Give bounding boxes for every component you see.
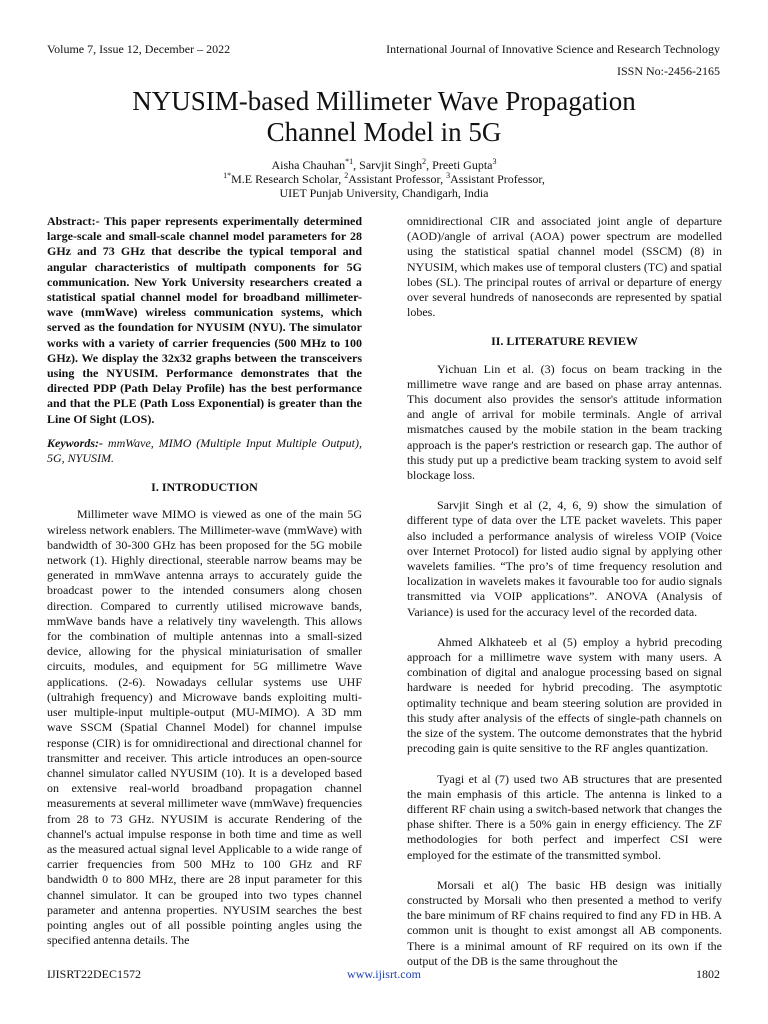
footer-page-number: 1802: [696, 967, 720, 981]
author-list: Aisha Chauhan$^{*1}$, Sarvjit Singh$^2$, Preeti Gupta$^3$: [271, 157, 497, 172]
literature-paragraph: Yichuan Lin et al. (3) focus on beam tracking in the millimetre wave range and are based on phase array antennas. This document also provides the sensor's attitude information and angle of arrival for mobile terminals. Angle of arrival mismatches caused by the mobile station in the beam tracking approach is the paper's restriction or research gap. The author of this study put up a predictive beam tracking system to avoid self blockage loss.: [407, 361, 722, 483]
affiliation: M.E Research Scholar,: [231, 172, 345, 186]
paper-title: [0, 86, 768, 148]
author-name: Preeti Gupta: [432, 158, 493, 172]
aff-sup: 1*: [223, 171, 232, 180]
footer-paper-id: IJISRT22DEC1572: [47, 967, 141, 981]
intro-paragraph: Millimeter wave MIMO is viewed as one of the main 5G wireless network enablers. The Millimeter-wave (mmWave) with bandwidth of 30-300 GHz has been proposed for the 5G mobile network (1). Highly directional, steerable narrow beams may be generated in mmWave antenna arrays to accurately guide the broadcast power to the intended consumers along chosen direction. Compared to currently utilised microwave bands, mmWave bands have a relatively tiny wavelength. This allows for the combination of multiple antennas into a small-sized device, allowing for the physical miniaturisation of smaller circuits, modules, and equipment for 5G millimetre Wave applications. (2-6). Nowadays cellular systems use UHF (ultrahigh frequency) and Microwave bands exploiting multi-user multiple-input multiple-output (MU-MIMO). A 3D mm wave SSCM (Spatial Channel Model) for channel impulse response (CIR) is for omnidirectional and directional channel for transmitter and receiver. This article introduces an open-source channel simulator called NYUSIM (10). It is a developed based on extensive real-world broadband propagation channel measurements at several millimeter wave (mmWave) frequencies from 28 to 73 GHz. NYUSIM is accurate Rendering of the channel's actual impulse response in both time and time as well as the measured actual signal level Applicable to a wide range of carrier frequencies from 500 MHz to 100 GHz and RF bandwidth 0 to 800 MHz, there are 28 input parameter for this channel simulator. It can be grouped into two types channel parameter and antenna properties. NYUSIM searches the best pointing angles out of all possible pointing angles using the specified antenna details. The: [47, 507, 362, 948]
right-column: [407, 214, 722, 969]
footer-website-link[interactable]: www.ijisrt.com: [347, 967, 421, 981]
affiliation-line: [0, 172, 768, 186]
author-sup: *1: [345, 157, 354, 166]
author-name: Sarvjit Singh: [359, 158, 423, 172]
aff-sup: 3: [446, 171, 451, 180]
author-name: Aisha Chauhan: [271, 158, 346, 172]
keywords-label: Keywords:-: [47, 435, 103, 450]
literature-paragraph: Tyagi et al (7) used two AB structures that are presented the main emphasis of this article. The antenna is linked to a different RF chain using a switch-based network that changes the phase shifter. There is a 50% gain in energy efficiency. The ZF methodologies for both perfect and imperfect CSI were employed for the estimate of the transmitted symbol.: [407, 771, 722, 862]
affiliation: Assistant Professor,: [450, 172, 545, 186]
author-block: [0, 158, 768, 200]
author-sup: 3: [492, 157, 497, 166]
abstract: Abstract:- This paper represents experimentally determined large-scale and small-scale channel model parameters for 28 GHz and 73 GHz that describe the typical temporal and angular characteristics of multipath components for 5G communication. New York University researchers created a statistical spatial channel model for broadband millimeter-wave (mmWave) wireless communication systems, which served as the foundation for NYUSIM (NYU). The simulator works with a variety of carrier frequencies (500 MHz to 100 GHz). We display the 32x32 graphs between the transceivers using the NYUSIM. Performance demonstrates that the directed PDP (Path Delay Profile) has the best performance and that the PLE (Path Loss Exponential) is greater than the Line Of Sight (LOS).: [47, 214, 362, 426]
continuation-paragraph: omnidirectional CIR and associated joint angle of departure (AOD)/angle of arrival (AOA) power spectrum are modelled using the statistical spatial channel model (SSCM) (8) in NYUSIM, which makes use of temporal clusters (TC) and spatial lobes (SL). The principal routes of arrival or departure of energy over several hundreds of nanoseconds are represented by spatial lobes.: [407, 214, 722, 320]
title-line-2: Channel Model in 5G: [266, 117, 502, 147]
section-heading-literature: II. LITERATURE REVIEW: [491, 334, 638, 349]
section-heading-introduction: I. INTRODUCTION: [151, 480, 258, 495]
author-sup: 2: [422, 157, 427, 166]
institution: UIET Punjab University, Chandigarh, India: [279, 186, 489, 200]
header-issn: ISSN No:-2456-2165: [616, 64, 720, 78]
title-line-1: NYUSIM-based Millimeter Wave Propagation: [132, 86, 636, 116]
left-column: [47, 214, 362, 948]
literature-paragraph: Ahmed Alkhateeb et al (5) employ a hybrid precoding approach for a millimetre wave system with many users. A combination of digital and analogue processing based on signal hardware is needed for hybrid precoding. The asymptotic optimality technique and beam steering solution are provided in this study after analysis of the effects of single-path channels on the size of the system. The outcome demonstrates that the hybrid precoding gain is quite sensitive to the RF angles quantization.: [407, 634, 722, 756]
affiliation: Assistant Professor,: [348, 172, 447, 186]
header-journal: International Journal of Innovative Science and Research Technology: [386, 42, 720, 56]
keywords-text: mmWave, MIMO (Multiple Input Multiple Output), 5G, NYUSIM.: [47, 435, 362, 466]
header-volume: Volume 7, Issue 12, December – 2022: [47, 42, 231, 56]
literature-paragraph: Morsali et al() The basic HB design was initially constructed by Morsali who then presented a method to verify the bare minimum of RF chains required to find any FD in HB. A common unit is thought to exist amongst all AB components. There is a minimal amount of RF required on its own if the output of the DB is the same throughout the: [407, 877, 722, 968]
aff-sup: 2: [344, 171, 349, 180]
keywords: [47, 436, 362, 466]
literature-paragraph: Sarvjit Singh et al (2, 4, 6, 9) show the simulation of different type of data over the LTE packet wavelets. This paper also included a performance analysis of wireless VOIP (Voice over Internet Protocol) for listed audio signal by applying other wavelets families. “The pro’s of time frequency resolution and localization in wavelets makes it favourable too for audio signals transmitted via VOIP applications”. ANOVA (Analysis of Variance) is used for the accuracy level of the recorded data.: [407, 498, 722, 619]
